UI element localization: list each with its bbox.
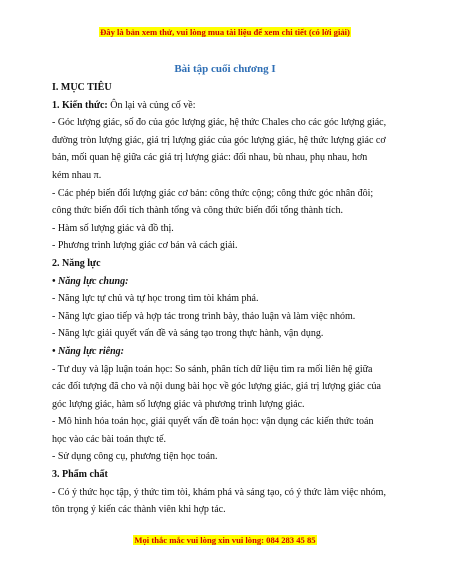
knowledge-line (52, 97, 398, 115)
section-heading-competency: 2. Năng lực (52, 257, 101, 269)
knowledge-intro: Ôn lại và củng cố về: (107, 99, 196, 111)
preview-banner (0, 27, 450, 38)
knowledge-label: 1. Kiến thức: (52, 99, 108, 111)
paragraph-line: học vào các bài toán thực tế. (52, 433, 166, 445)
preview-banner-text: Đây là bản xem thử, vui lòng mua tài liệu để xem chi tiết (có lời giải) (100, 27, 350, 37)
paragraph-line: - Phương trình lượng giác cơ bản và cách giải. (52, 240, 238, 252)
paragraph-line: - Sử dụng công cụ, phương tiện học toán. (52, 451, 218, 463)
paragraph-line: công thức biến đổi tích thành tổng và công thức biến đổi tổng thành tích. (52, 205, 344, 217)
contact-banner-text: Mọi thắc mắc vui lòng xin vui lòng: 084 283 45 85 (134, 535, 316, 545)
paragraph-line: - Hàm số lượng giác và đồ thị. (52, 222, 174, 234)
document-body (52, 79, 398, 519)
section-heading-objectives: I. MỤC TIÊU (52, 82, 112, 93)
specific-competency-label: • Năng lực riêng: (52, 345, 124, 357)
paragraph-line: kém nhau π. (52, 169, 102, 181)
paragraph-line: - Năng lực giao tiếp và hợp tác trong trình bày, thảo luận và làm việc nhóm. (52, 310, 356, 322)
paragraph-line: đường tròn lượng giác, giá trị lượng giác của góc lượng giác, hệ thức lượng giác cơ (52, 134, 386, 146)
paragraph-line: - Có ý thức học tập, ý thức tìm tòi, khám phá và sáng tạo, có ý thức làm việc nhóm, (52, 486, 386, 498)
section-heading-qualities: 3. Phẩm chất (52, 469, 108, 481)
paragraph-line: - Năng lực tự chủ và tự học trong tìm tòi khám phá. (52, 293, 259, 305)
paragraph-line: - Góc lượng giác, số đo của góc lượng giác, hệ thức Chales cho các góc lượng giác, (52, 117, 387, 129)
contact-banner (0, 535, 450, 546)
paragraph-line: tôn trọng ý kiến các thành viên khi hợp tác. (52, 504, 226, 516)
general-competency-label: • Năng lực chung: (52, 275, 129, 287)
paragraph-line: - Tư duy và lập luận toán học: So sánh, phân tích dữ liệu tìm ra mối liên hệ giữa (52, 363, 373, 375)
paragraph-line: - Các phép biến đổi lượng giác cơ bản: công thức cộng; công thức góc nhân đôi; (52, 187, 374, 199)
page-title: Bài tập cuối chương I (174, 63, 276, 75)
paragraph-line: - Năng lực giải quyết vấn đề và sáng tạo trong thực hành, vận dụng. (52, 328, 324, 340)
paragraph-line: - Mô hình hóa toán học, giải quyết vấn đề toán học: vận dụng các kiến thức toán (52, 416, 374, 428)
paragraph-line: các đối tượng đã cho và nội dung bài học về góc lượng giác, giá trị lượng giác của (52, 381, 381, 393)
paragraph-line: góc lượng giác, hàm số lượng giác và phương trình lượng giác. (52, 398, 305, 410)
paragraph-line: bản, mối quan hệ giữa các giá trị lượng giác: đối nhau, bù nhau, phụ nhau, hơn (52, 152, 368, 164)
